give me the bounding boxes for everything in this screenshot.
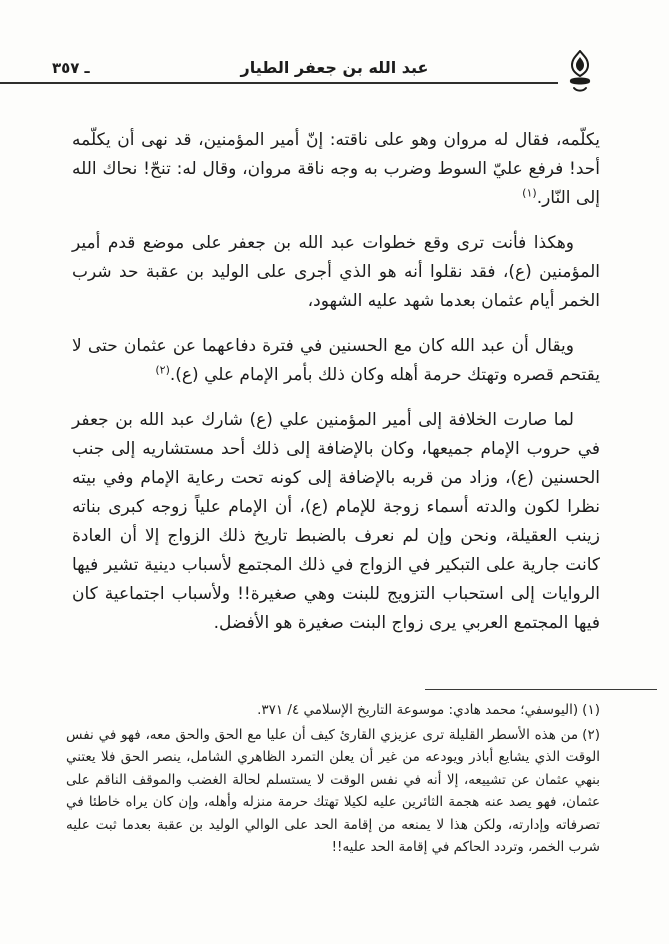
footnote-separator: [425, 689, 657, 690]
paragraph-2: [72, 229, 600, 316]
paragraph-4: [72, 406, 600, 638]
running-head-title: عبد الله بن جعفر الطيار: [240, 58, 429, 77]
body-text: [72, 126, 600, 654]
footnote-2: [66, 724, 600, 859]
footnote-2-text: من هذه الأسطر القليلة ترى عزيزي القارئ كيف أن عليا مع الحق والحق معه، فهو في نفس الوقت الذي يشايع أباذر ويودعه من غير أن يعلن التمرد الظاهري الشامل، ينصر الحق فلا يعتني بنهي عثمان عن تشييعه، إلا أنه في نفس الوقت لا يستسلم لحالة الغضب والموقف الناقم على عثمان، فهو يصد عنه هجمة الثائرين عليه لكيلا تهتك حرمة منزله وأهله، وإن كان يراه خاطئا في تصرفاته وإدارته، ولكن هذا لا يمنعه من إقامة الحد على الوالي الوليد بن عقبة بعدما ثبت عليه شرب الخمر، وتردد الحاكم في إقامة الحد عليه!!: [66, 726, 600, 855]
header-divider: [0, 82, 558, 84]
footnote-2-marker: (٢): [582, 726, 600, 743]
page-number-block: [52, 59, 90, 77]
footnotes-section: [66, 699, 600, 861]
page-number: ٣٥٧: [52, 59, 80, 77]
paragraph-3-text: ويقال أن عبد الله كان مع الحسنين في فترة دفاعهما عن عثمان حتى لا يقتحم قصره وتهتك حرمة أهله وكان ذلك بأمر الإمام علي (ع).: [72, 336, 600, 385]
footnote-1: [66, 699, 600, 722]
footnote-ref-1: (١): [522, 186, 537, 200]
paragraph-1: [72, 126, 600, 213]
footnote-1-marker: (١): [582, 702, 600, 718]
paragraph-2-text: وهكذا فأنت ترى وقع خطوات عبد الله بن جعفر على موضع قدم أمير المؤمنين (ع)، فقد نقلوا أنه هو الذي أجرى على الوليد بن عقبة حد شرب الخمر أيام عثمان بعدما شهد عليه الشهود،: [72, 233, 600, 311]
header-emblem-icon: [565, 50, 595, 96]
paragraph-4-text: لما صارت الخلافة إلى أمير المؤمنين علي (ع) شارك عبد الله بن جعفر في حروب الإمام جميعها، وكان بالإضافة إلى ذلك أحد مستشاريه إلى جنب الحسنين (ع)، وزاد من قربه بالإضافة إلى كونه تحت رعاية الإمام وفي بيته نظرا لكون والدته أسماء زوجة للإمام (ع)، أن الإمام علياً زوجه كبرى بناته زينب العقيلة، ونحن وإن لم نعرف بالضبط تاريخ ذلك الزواج إلا أن العادة كانت جارية على التبكير في الزواج في ذلك المجتمع لأسباب دينية تشير فيها الروايات إلى استحباب التزويج للبنت وهي صغيرة!! ولأسباب اجتماعية كان فيها المجتمع العربي يرى زواج البنت صغيرة هو الأفضل.: [72, 410, 600, 633]
paragraph-1-text: يكلّمه، فقال له مروان وهو على ناقته: إنّ أمير المؤمنين، قد نهى أن يكلّمه أحد! فرفع عليّ السوط وضرب به وجه ناقة مروان، وقال له: تنحّ! نحاك الله إلى النّار.: [72, 130, 600, 208]
footnote-ref-2: (٢): [155, 363, 170, 377]
page-number-dash: ـ: [84, 59, 90, 77]
footnote-1-text: (اليوسفي؛ محمد هادي: موسوعة التاريخ الإسلامي ٤/ ٣٧١.: [257, 702, 579, 718]
paragraph-3: [72, 332, 600, 390]
